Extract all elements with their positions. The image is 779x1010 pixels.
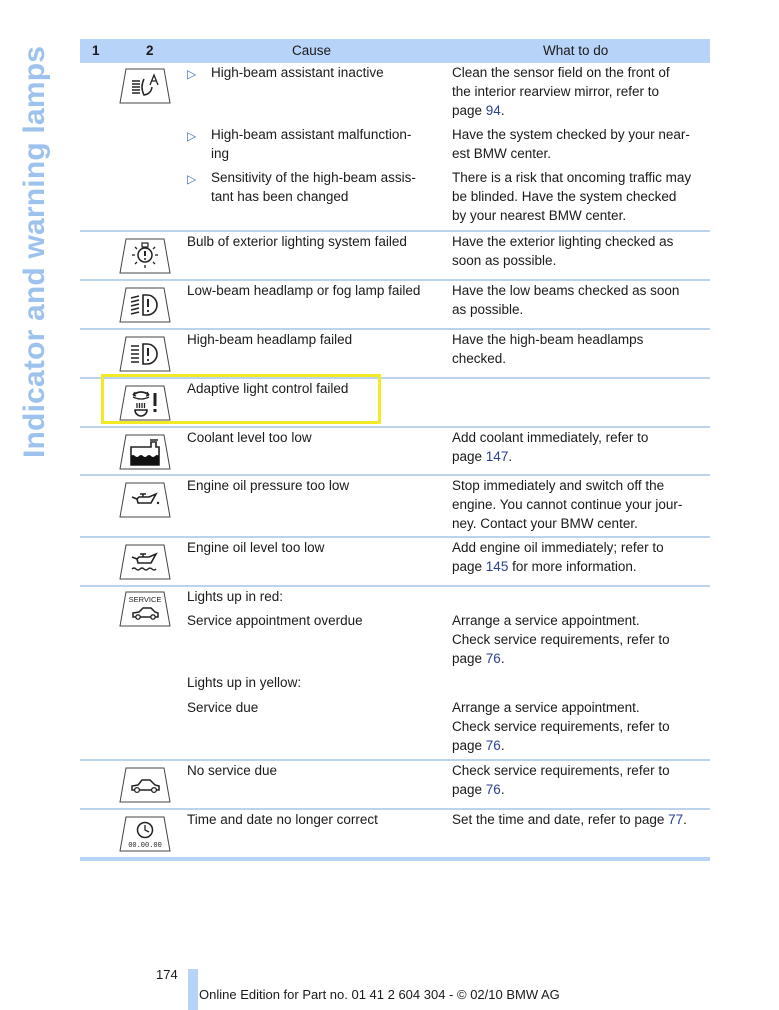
service-icon xyxy=(118,590,172,628)
bullet-triangle-icon: ▷ xyxy=(187,129,197,143)
coolant-icon xyxy=(118,433,172,471)
page-link[interactable]: 76 xyxy=(485,651,501,666)
what-to-do-text: Have the high-beam headlamps checked. xyxy=(452,332,644,366)
what-to-do-text: Arrange a service appointment. Check service requirements, refer to page 76. xyxy=(452,613,670,666)
page-link[interactable]: 147 xyxy=(485,449,509,464)
cause-text: Low-beam headlamp or fog lamp failed xyxy=(187,283,421,298)
footer-edition-text: Online Edition for Part no. 01 41 2 604 304 - © 02/10 BMW AG xyxy=(199,987,560,1002)
what-to-do-text: Add engine oil immediately; refer to page 145 for more information. xyxy=(452,540,664,574)
what-to-do-text: Clean the sensor field on the front of the interior rearview mirror, refer to page 94. xyxy=(452,65,670,118)
table-row xyxy=(80,587,710,761)
what-to-do-text: Check service requirements, refer to page 76. xyxy=(452,763,670,797)
cause-text: Sensitivity of the high-beam assis- tant has been changed xyxy=(211,170,416,204)
page-number: 174 xyxy=(156,967,178,982)
cause-text: High-beam headlamp failed xyxy=(187,332,353,347)
what-to-do-text: Have the low beams checked as soon as possible. xyxy=(452,283,680,317)
oil-level-icon xyxy=(118,543,172,581)
highlight-box xyxy=(101,374,381,424)
service-icon-label: SERVICE xyxy=(128,595,162,604)
table-row xyxy=(80,330,710,379)
table-header xyxy=(80,39,710,63)
cause-text: Engine oil pressure too low xyxy=(187,478,350,493)
high-beam-assistant-icon xyxy=(118,67,172,105)
red-label: Lights up in red: xyxy=(187,589,284,604)
page-link[interactable]: 76 xyxy=(485,782,501,797)
table-row xyxy=(80,538,710,587)
cause-text: Time and date no longer correct xyxy=(187,812,378,827)
table-row xyxy=(80,476,710,538)
page-link[interactable]: 145 xyxy=(485,559,509,574)
cause-text: Service appointment overdue xyxy=(187,613,363,628)
what-to-do-text: There is a risk that oncoming traffic may be blinded. Have the system checked by your nearest BMW center. xyxy=(452,170,692,223)
page-link[interactable]: 77 xyxy=(668,812,684,827)
footer-accent-bar xyxy=(188,969,198,1010)
bulb-failure-icon xyxy=(118,237,172,275)
bullet-triangle-icon: ▷ xyxy=(187,172,197,186)
header-cause: Cause xyxy=(292,43,332,58)
what-to-do-text: Have the exterior lighting checked as soon as possible. xyxy=(452,234,674,268)
car-icon xyxy=(118,766,172,804)
table-row xyxy=(80,63,710,232)
table-row xyxy=(80,810,710,861)
cause-text: Bulb of exterior lighting system failed xyxy=(187,234,407,249)
header-col-1: 1 xyxy=(92,43,100,58)
cause-text: Engine oil level too low xyxy=(187,540,325,555)
what-to-do-text: Add coolant immediately, refer to page 147. xyxy=(452,430,649,464)
clock-icon-label: 00.00.00 xyxy=(128,842,162,850)
what-to-do-text: Arrange a service appointment. Check service requirements, refer to page 76. xyxy=(452,700,670,753)
page-link[interactable]: 94 xyxy=(485,103,501,118)
oil-pressure-icon xyxy=(118,481,172,519)
what-to-do-text: Have the system checked by your near- est BMW center. xyxy=(452,127,690,161)
page-link[interactable]: 76 xyxy=(485,738,501,753)
warning-lamps-table xyxy=(80,39,710,861)
table-row xyxy=(80,281,710,330)
cause-text: Service due xyxy=(187,700,259,715)
table-row xyxy=(80,761,710,810)
yellow-label: Lights up in yellow: xyxy=(187,675,302,690)
cause-text: High-beam assistant inactive xyxy=(211,65,384,80)
cause-text: Adaptive light control failed xyxy=(187,381,349,396)
header-what-to-do: What to do xyxy=(543,43,609,58)
cause-text: Coolant level too low xyxy=(187,430,312,445)
header-col-2: 2 xyxy=(146,43,154,58)
table-row xyxy=(80,428,710,476)
what-to-do-text: Stop immediately and switch off the engine. You cannot continue your jour- ney. Contact your BMW center. xyxy=(452,478,683,531)
high-beam-failure-icon xyxy=(118,335,172,373)
bullet-triangle-icon: ▷ xyxy=(187,67,197,81)
table-row xyxy=(80,232,710,281)
low-beam-failure-icon xyxy=(118,286,172,324)
side-section-title: Indicator and warning lamps xyxy=(18,45,51,458)
cause-text: High-beam assistant malfunction- ing xyxy=(211,127,412,161)
cause-text: No service due xyxy=(187,763,278,778)
what-to-do-text: Set the time and date, refer to page 77. xyxy=(452,812,687,827)
clock-icon xyxy=(118,815,172,853)
